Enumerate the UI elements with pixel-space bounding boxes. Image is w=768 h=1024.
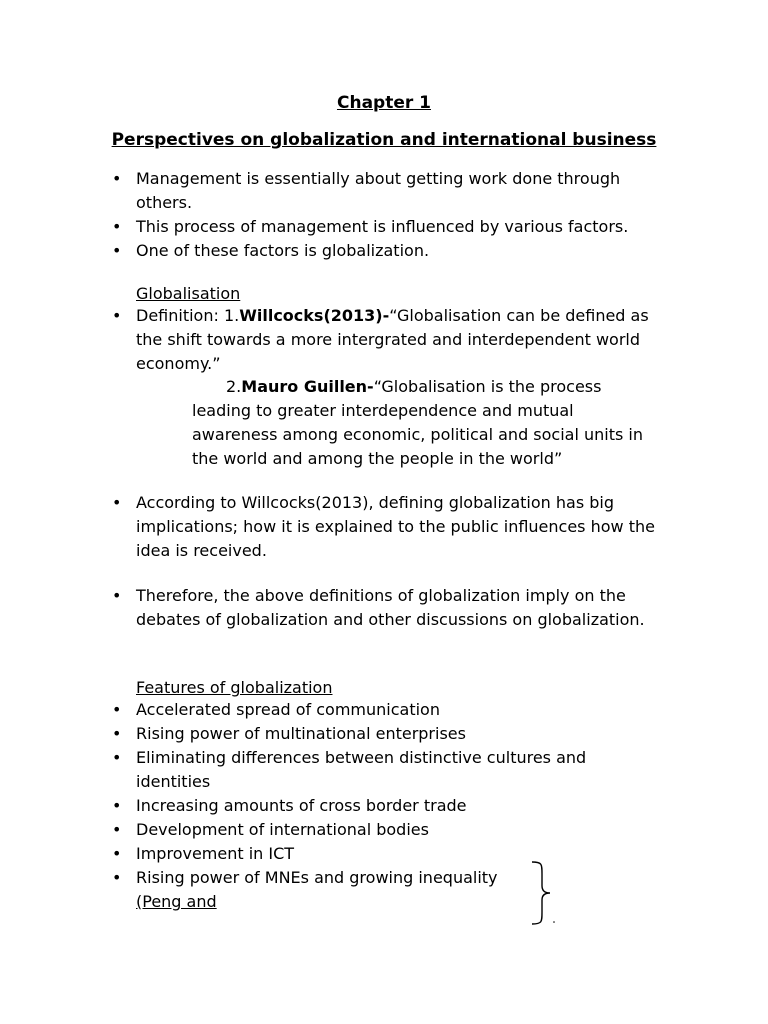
intro-list (0, 167, 680, 263)
feature-item: • Rising power of MNEs and growing inequality (112, 868, 498, 887)
list-item: • One of these factors is globalization. (112, 241, 430, 260)
def1-author: Willcocks(2013)- (239, 306, 390, 325)
def2-text: “Globalisation is the process leading to greater interdependence and mutual awareness among economic, political and social units in the world and among the people in the world” (192, 377, 644, 468)
list-item: • According to Willcocks(2013), defining globalization has big implications; how it is explained to the public influences how the idea is received. (112, 493, 655, 560)
chapter-heading: Chapter 1 (336, 93, 431, 113)
definition-item: • Definition: 1.Willcocks(2013)-“Globalisation can be defined as the shift towards a more intergrated and interdependent world economy.” (112, 306, 649, 373)
chapter-title: Perspectives on globalization and international business (111, 130, 657, 150)
according-list (0, 491, 681, 563)
citation-line: (Peng and (136, 892, 217, 911)
therefore-list (0, 584, 681, 632)
feature-item: • Improvement in ICT (112, 844, 295, 863)
feature-item: • Increasing amounts of cross border trade (112, 796, 467, 815)
definition-list (0, 304, 676, 376)
feature-item: • Eliminating differences between distinctive cultures and identities (112, 748, 587, 791)
feature-item: • Accelerated spread of communication (112, 700, 440, 719)
list-item: • Therefore, the above definitions of globalization imply on the debates of globalization and other discussions on globalization. (112, 586, 645, 629)
def1-text: “Globalisation can be defined as the shift towards a more intergrated and interdependent world economy.” (136, 306, 649, 373)
list-item: • This process of management is influenced by various factors. (112, 217, 629, 236)
features-heading: Features of globalization (136, 678, 333, 697)
feature-item: • Rising power of multinational enterprises (112, 724, 466, 743)
features-list (0, 698, 680, 914)
feature-item: • Development of international bodies (112, 820, 429, 839)
list-item: • Management is essentially about getting work done through others. (112, 169, 621, 212)
right-brace-icon (530, 860, 560, 926)
definition-2: 2.Mauro Guillen-“Globalisation is the process leading to greater interdependence and mutual awareness among economic, political and social units in the world and among the people in the world” (192, 377, 644, 468)
globalisation-heading: Globalisation (136, 284, 241, 303)
def2-author: Mauro Guillen- (241, 377, 374, 396)
